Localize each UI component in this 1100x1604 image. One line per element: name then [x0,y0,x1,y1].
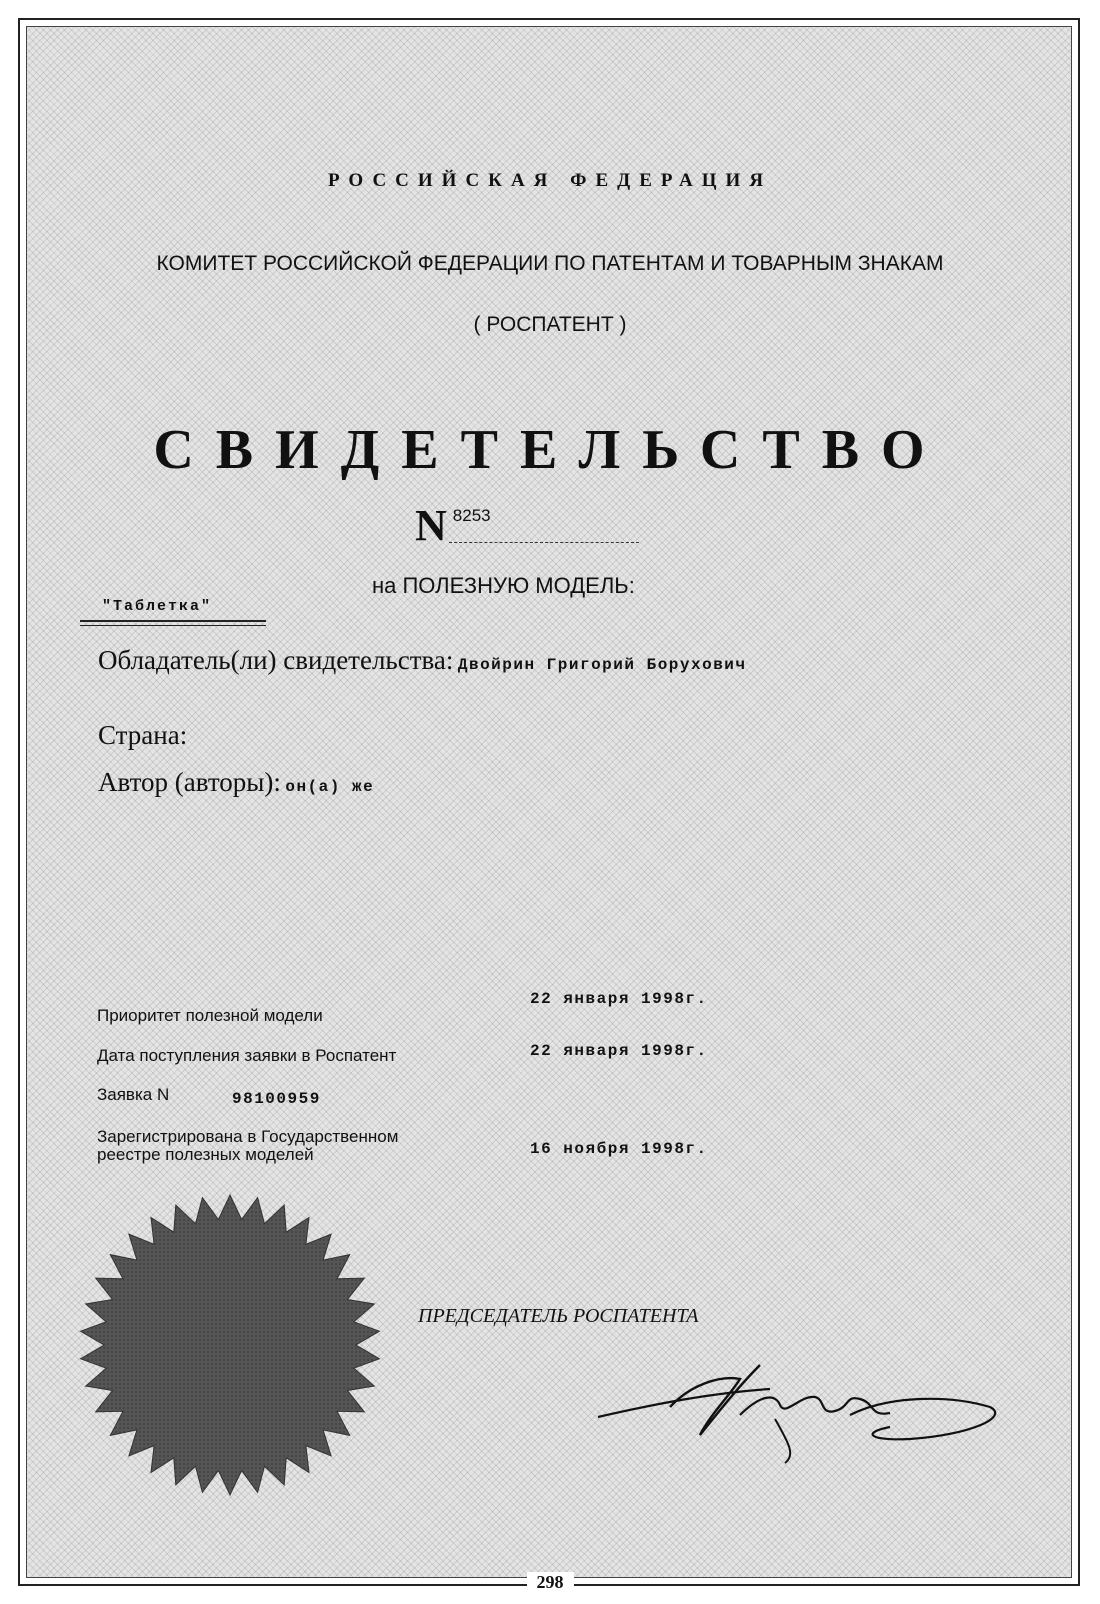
signature-icon [590,1355,1010,1465]
utility-model-label: на ПОЛЕЗНУЮ МОДЕЛЬ: [372,573,635,598]
holder-row [98,645,747,676]
filing-date-label: Дата поступления заявки в Роспатент [97,1046,397,1065]
holder-label: Обладатель(ли) свидетельства: [98,645,454,675]
registration-label-line2: реестре полезных моделей [97,1145,314,1164]
country-label: Страна: [98,720,188,750]
page-number [0,1572,1100,1593]
model-name: "Таблетка" [102,598,213,615]
country-heading: РОССИЙСКАЯ ФЕДЕРАЦИЯ [327,170,773,191]
number-field [449,504,639,543]
page-number-text: 298 [527,1572,574,1592]
model-name-underline-thin [80,625,266,626]
seal-icon [70,1190,390,1500]
registration-date: 16 ноября 1998г. [530,1140,708,1158]
number-value: 8253 [452,506,491,525]
chairman-title: ПРЕДСЕДАТЕЛЬ РОСПАТЕНТА [418,1305,699,1327]
committee-abbreviation: ( РОСПАТЕНТ ) [473,313,627,336]
application-label: Заявка N [97,1085,170,1104]
filing-date-value: 22 января 1998г. [530,1042,708,1060]
certificate-title: СВИДЕТЕЛЬСТВО [153,419,947,481]
author-value: он(а) же [285,778,375,796]
certificate-number [415,500,639,551]
author-row [98,767,374,798]
priority-value: 22 января 1998г. [530,990,708,1008]
holder-value: Двойрин Григорий Борухович [457,656,747,674]
committee-heading: КОМИТЕТ РОССИЙСКОЙ ФЕДЕРАЦИИ ПО ПАТЕНТАМ И ТОВАРНЫМ ЗНАКАМ [156,252,944,275]
priority-label: Приоритет полезной модели [97,1006,323,1025]
model-name-underline [80,620,266,622]
registration-label [97,1128,398,1164]
registration-label-line1: Зарегистрирована в Государственном [97,1127,399,1146]
author-label: Автор (авторы): [98,767,281,797]
country-row [98,720,187,751]
application-number: 98100959 [232,1090,321,1108]
number-prefix: N [415,501,447,550]
